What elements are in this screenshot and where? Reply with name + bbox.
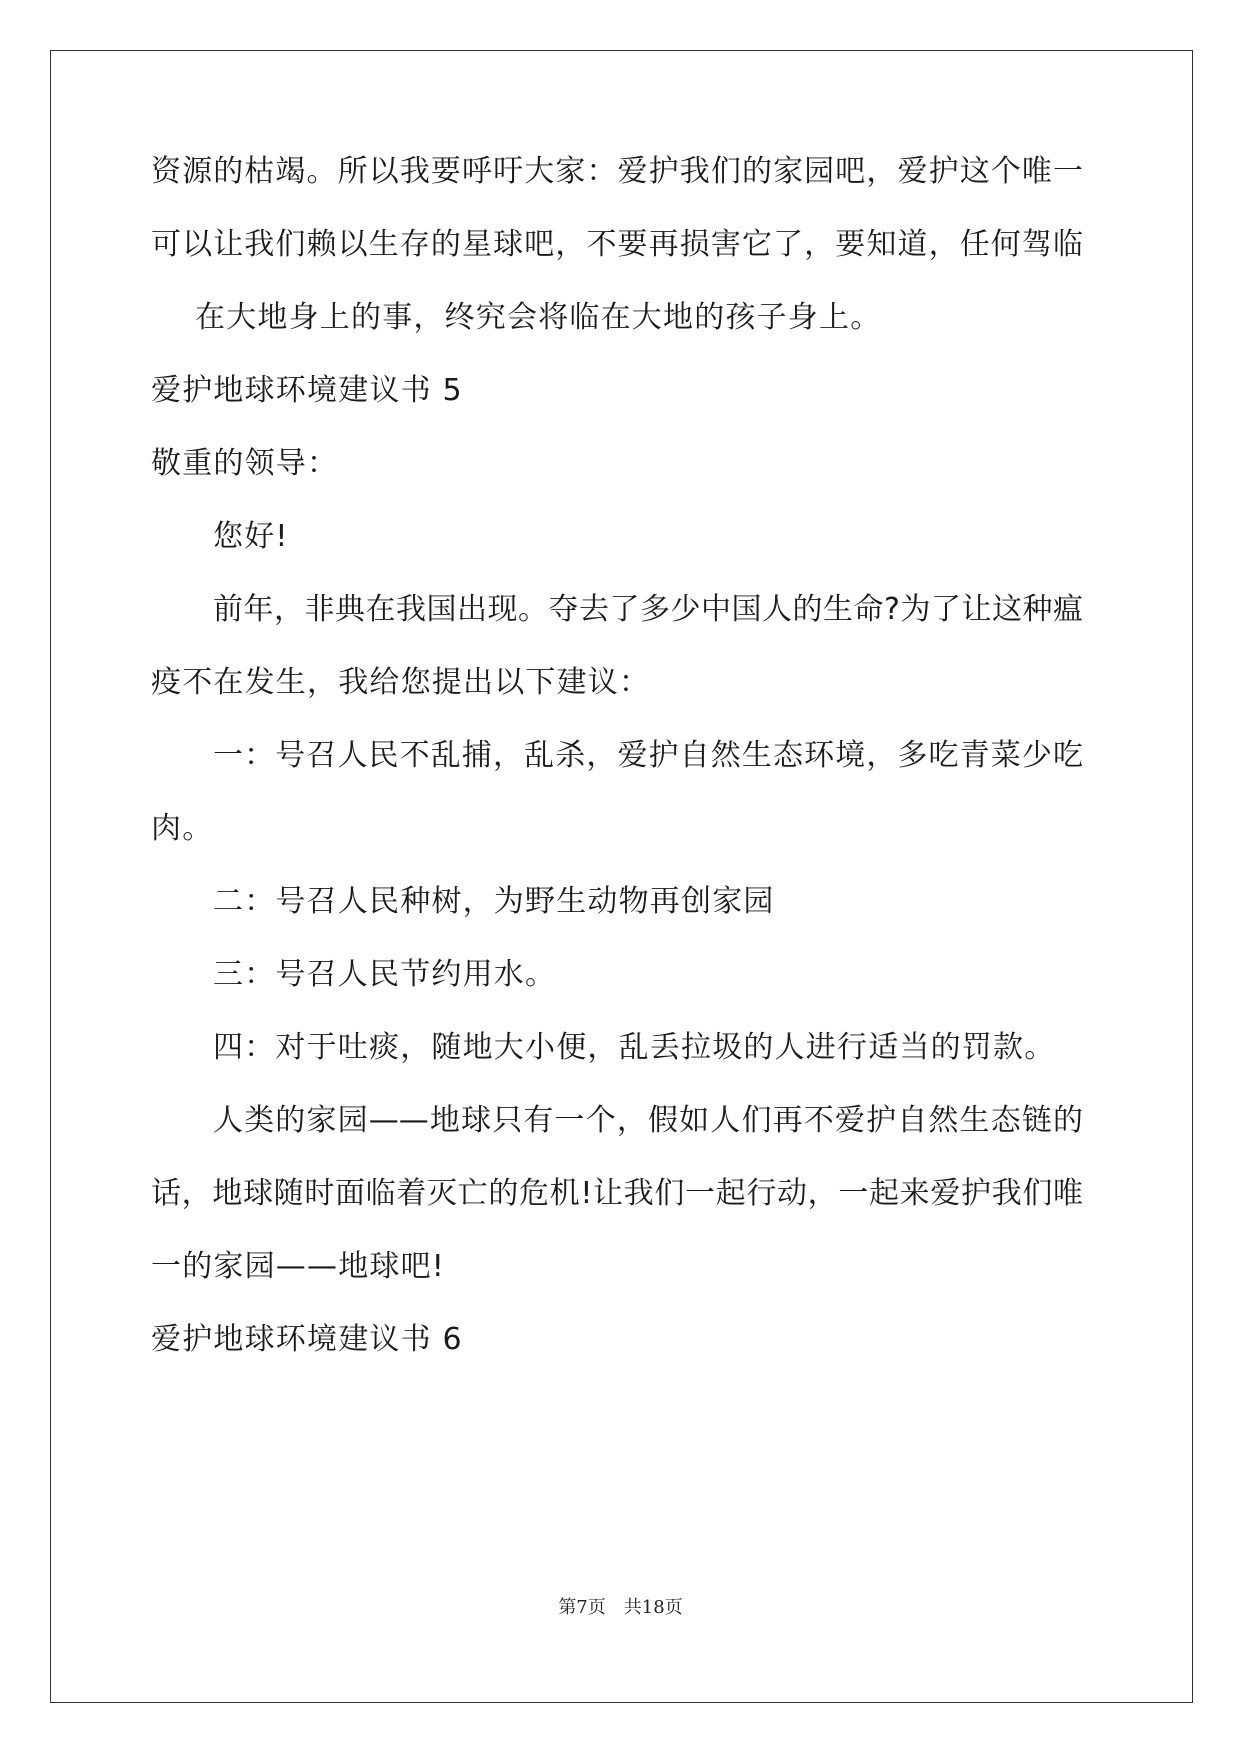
salutation: 敬重的领导： — [151, 446, 339, 481]
body-line-2: 可以让我们赖以生存的星球吧，不要再损害它了，要知道，任何驾临 — [151, 227, 1083, 262]
body-line-7: 前年，非典在我国出现。夺去了多少中国人的生命?为了让这种瘟 — [213, 592, 1083, 627]
page-number-footer: 第7页 共18页 — [558, 1597, 683, 1618]
suggestion-1-line-2: 肉。 — [151, 811, 214, 846]
body-line-8: 疫不在发生，我给您提出以下建议： — [151, 665, 651, 700]
section-heading-5: 爱护地球环境建议书 5 — [151, 373, 463, 408]
closing-line-1: 人类的家园——地球只有一个，假如人们再不爱护自然生态链的 — [213, 1103, 1083, 1138]
section-heading-6: 爱护地球环境建议书 6 — [151, 1322, 463, 1357]
body-line-3: 在大地身上的事，终究会将临在大地的孩子身上。 — [195, 300, 882, 335]
suggestion-2: 二：号召人民种树，为野生动物再创家园 — [213, 884, 775, 919]
closing-line-2: 话，地球随时面临着灭亡的危机!让我们一起行动，一起来爱护我们唯 — [151, 1176, 1083, 1211]
body-line-1: 资源的枯竭。所以我要呼吁大家：爱护我们的家园吧，爱护这个唯一 — [151, 154, 1083, 189]
suggestion-3: 三：号召人民节约用水。 — [213, 957, 557, 992]
suggestion-4: 四：对于吐痰，随地大小便，乱丢拉圾的人进行适当的罚款。 — [213, 1030, 1056, 1065]
greeting: 您好! — [213, 519, 289, 554]
suggestion-1-line-1: 一：号召人民不乱捕，乱杀，爱护自然生态环境，多吃青菜少吃 — [213, 738, 1083, 773]
closing-line-3: 一的家园——地球吧! — [151, 1249, 446, 1284]
